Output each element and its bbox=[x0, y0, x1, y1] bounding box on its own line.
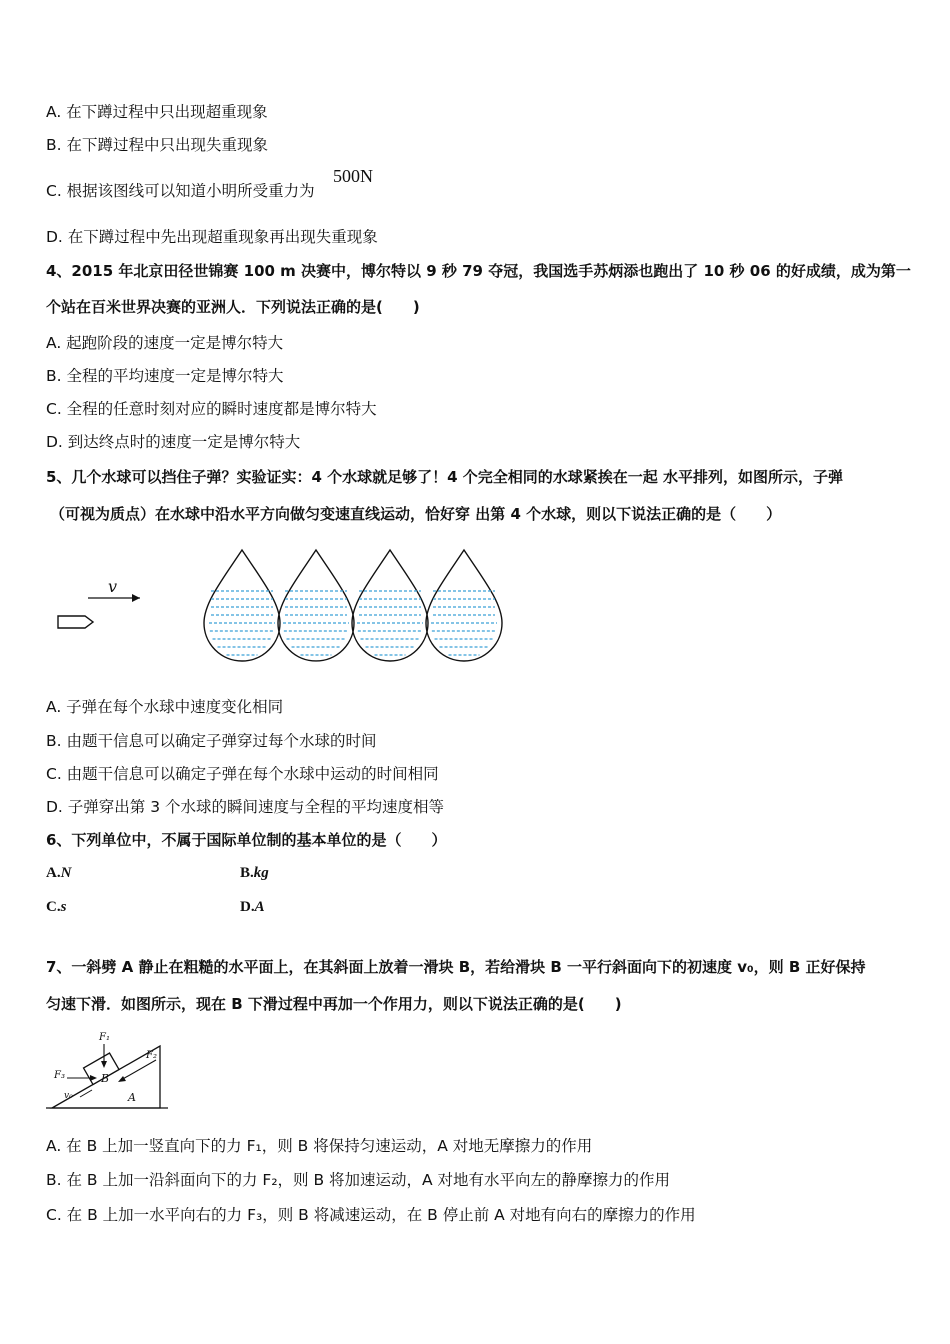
q5-option-c: C. 由题干信息可以确定子弹在每个水球中运动的时间相同 bbox=[46, 765, 439, 783]
q6-option-c: C.s bbox=[46, 899, 67, 915]
q3-option-c-value: 500N bbox=[333, 166, 373, 186]
q5-option-a: A. 子弹在每个水球中速度变化相同 bbox=[46, 698, 284, 716]
q5-option-d: D. 子弹穿出第 3 个水球的瞬间速度与全程的平均速度相等 bbox=[46, 798, 445, 816]
q4-option-d: D. 到达终点时的速度一定是博尔特大 bbox=[46, 433, 301, 451]
q4-stem-line1: 4、2015 年北京田径世锦赛 100 m 决赛中，博尔特以 9 秒 79 夺冠，我国选手苏炳添也跑出了 10 秒 06 的好成绩，成为第一 bbox=[46, 262, 911, 280]
q3-option-d: D. 在下蹲过程中先出现超重现象再出现失重现象 bbox=[46, 228, 378, 246]
q7-option-b: B. 在 B 上加一沿斜面向下的力 F₂，则 B 将加速运动，A 对地有水平向左的静摩擦力的作用 bbox=[46, 1171, 671, 1189]
q7-option-c: C. 在 B 上加一水平向右的力 F₃，则 B 将减速运动，在 B 停止前 A 对地有向右的摩擦力的作用 bbox=[46, 1206, 696, 1224]
q5-stem-line1: 5、几个水球可以挡住子弹？实验证实：4 个水球就足够了！4 个完全相同的水球紧挨在一起 水平排列，如图所示，子弹 bbox=[46, 468, 843, 486]
q6-option-d: D.A bbox=[240, 899, 265, 915]
q5-stem-line2: （可视为质点）在水球中沿水平方向做匀变速直线运动，恰好穿 出第 4 个水球，则以下说法正确的是（ ） bbox=[50, 505, 782, 523]
q3-option-a: A. 在下蹲过程中只出现超重现象 bbox=[46, 103, 268, 121]
q6-option-b: B.kg bbox=[240, 865, 269, 881]
q3-option-c: C. 根据该图线可以知道小明所受重力为 bbox=[46, 182, 315, 200]
q5-option-b: B. 由题干信息可以确定子弹穿过每个水球的时间 bbox=[46, 732, 377, 750]
label-f1: F₁ bbox=[99, 1032, 110, 1043]
q7-option-a: A. 在 B 上加一竖直向下的力 F₁，则 B 将保持匀速运动，A 对地无摩擦力的作用 bbox=[46, 1137, 593, 1155]
label-v0: v₀ bbox=[64, 1091, 73, 1101]
label-a: A bbox=[128, 1091, 136, 1104]
label-f2: F₂ bbox=[146, 1050, 157, 1061]
q3-option-b: B. 在下蹲过程中只出现失重现象 bbox=[46, 136, 268, 154]
label-b: B bbox=[101, 1072, 110, 1085]
q6-option-a: A.N bbox=[46, 865, 72, 881]
q4-option-b: B. 全程的平均速度一定是博尔特大 bbox=[46, 367, 284, 385]
velocity-label: v bbox=[108, 577, 118, 596]
q4-option-a: A. 起跑阶段的速度一定是博尔特大 bbox=[46, 334, 284, 352]
q6-stem: 6、下列单位中，不属于国际单位制的基本单位的是（ ） bbox=[46, 831, 447, 849]
q7-stem-line2: 匀速下滑．如图所示，现在 B 下滑过程中再加一个作用力，则以下说法正确的是( ) bbox=[46, 995, 622, 1013]
label-f3: F₃ bbox=[54, 1070, 65, 1081]
q4-option-c: C. 全程的任意时刻对应的瞬时速度都是博尔特大 bbox=[46, 400, 377, 418]
q4-stem-line2: 个站在百米世界决赛的亚洲人．下列说法正确的是( ) bbox=[46, 298, 420, 316]
q7-stem-line1: 7、一斜劈 A 静止在粗糙的水平面上，在其斜面上放着一滑块 B，若给滑块 B 一平行斜面向下的初速度 v₀，则 B 正好保持 bbox=[46, 958, 866, 976]
